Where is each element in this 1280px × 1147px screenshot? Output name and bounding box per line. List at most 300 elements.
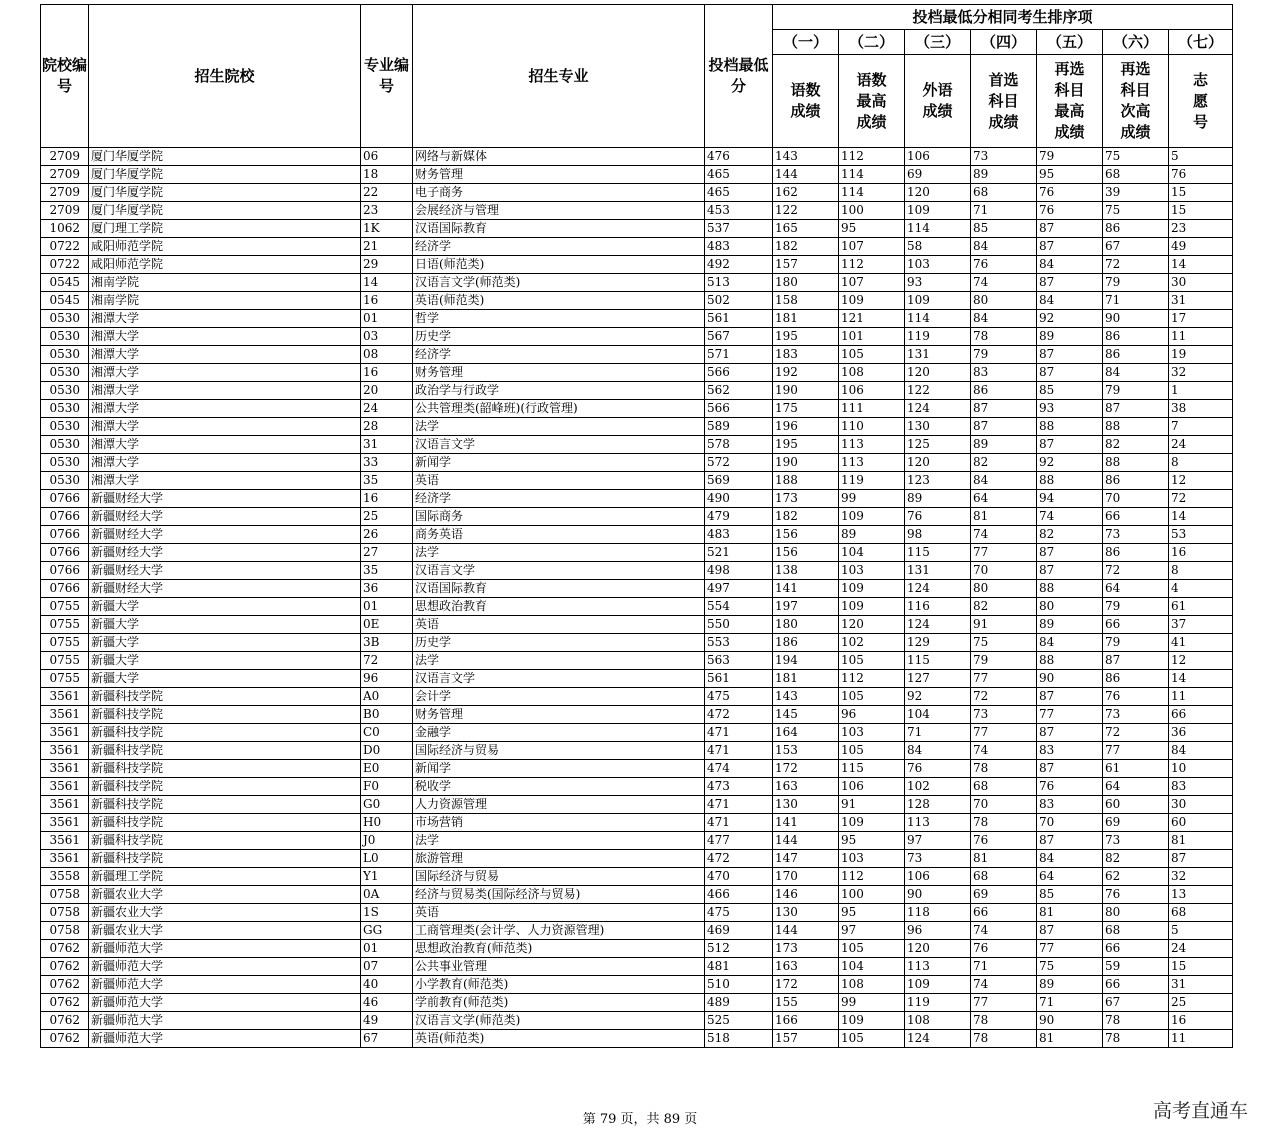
table-row	[41, 850, 1233, 868]
table-row	[41, 310, 1233, 328]
cell-chinese-math: 157	[773, 1030, 839, 1048]
cell-reselect-max: 70	[1037, 814, 1103, 832]
cell-reselect-second: 68	[1103, 922, 1169, 940]
cell-school-code: 0762	[41, 958, 89, 976]
cell-first-subject: 81	[971, 850, 1037, 868]
cell-school-code: 0722	[41, 256, 89, 274]
cell-first-subject: 76	[971, 940, 1037, 958]
cell-reselect-second: 75	[1103, 202, 1169, 220]
cell-school-code: 0545	[41, 292, 89, 310]
cell-choice-no: 1	[1169, 382, 1233, 400]
cell-school-name: 新疆科技学院	[89, 724, 361, 742]
cell-min-score: 472	[705, 850, 773, 868]
cell-choice-no: 60	[1169, 814, 1233, 832]
table-row	[41, 148, 1233, 166]
cell-chinese-math: 143	[773, 688, 839, 706]
cell-reselect-max: 88	[1037, 472, 1103, 490]
cell-reselect-max: 88	[1037, 418, 1103, 436]
cell-school-name: 新疆农业大学	[89, 886, 361, 904]
cell-first-subject: 71	[971, 958, 1037, 976]
cell-major-code: 49	[361, 1012, 413, 1030]
cell-min-score: 469	[705, 922, 773, 940]
cell-major-name: 经济学	[413, 238, 705, 256]
cell-chinese-math-max: 109	[839, 598, 905, 616]
cell-foreign-lang: 76	[905, 508, 971, 526]
cell-school-code: 0530	[41, 382, 89, 400]
cell-first-subject: 78	[971, 1012, 1037, 1030]
cell-foreign-lang: 104	[905, 706, 971, 724]
cell-reselect-max: 85	[1037, 382, 1103, 400]
cell-major-code: 40	[361, 976, 413, 994]
cell-school-name: 湘潭大学	[89, 328, 361, 346]
cell-choice-no: 11	[1169, 328, 1233, 346]
cell-school-code: 0766	[41, 508, 89, 526]
cell-first-subject: 77	[971, 724, 1037, 742]
cell-school-name: 新疆农业大学	[89, 904, 361, 922]
cell-foreign-lang: 114	[905, 310, 971, 328]
cell-chinese-math-max: 105	[839, 346, 905, 364]
col-header-tie-group: 投档最低分相同考生排序项	[773, 5, 1233, 30]
cell-major-code: 46	[361, 994, 413, 1012]
cell-major-name: 法学	[413, 832, 705, 850]
cell-min-score: 521	[705, 544, 773, 562]
tie-item-3: 外语成绩	[905, 55, 971, 148]
cell-choice-no: 81	[1169, 832, 1233, 850]
cell-foreign-lang: 73	[905, 850, 971, 868]
cell-reselect-max: 87	[1037, 238, 1103, 256]
table-row	[41, 436, 1233, 454]
cell-chinese-math-max: 111	[839, 400, 905, 418]
cell-chinese-math: 144	[773, 166, 839, 184]
cell-foreign-lang: 119	[905, 328, 971, 346]
cell-major-name: 公共管理类(韶峰班)(行政管理)	[413, 400, 705, 418]
table-row	[41, 670, 1233, 688]
cell-chinese-math-max: 89	[839, 526, 905, 544]
cell-reselect-max: 79	[1037, 148, 1103, 166]
cell-chinese-math-max: 113	[839, 454, 905, 472]
cell-chinese-math-max: 108	[839, 364, 905, 382]
cell-first-subject: 64	[971, 490, 1037, 508]
cell-school-name: 新疆科技学院	[89, 850, 361, 868]
cell-major-name: 会展经济与管理	[413, 202, 705, 220]
cell-first-subject: 74	[971, 274, 1037, 292]
cell-chinese-math: 172	[773, 976, 839, 994]
cell-major-code: 67	[361, 1030, 413, 1048]
table-row	[41, 1012, 1233, 1030]
cell-min-score: 566	[705, 400, 773, 418]
cell-reselect-max: 74	[1037, 508, 1103, 526]
cell-first-subject: 77	[971, 994, 1037, 1012]
cell-chinese-math: 141	[773, 580, 839, 598]
table-row	[41, 238, 1233, 256]
cell-chinese-math-max: 91	[839, 796, 905, 814]
cell-first-subject: 74	[971, 976, 1037, 994]
cell-chinese-math: 180	[773, 274, 839, 292]
cell-school-name: 新疆财经大学	[89, 526, 361, 544]
cell-choice-no: 19	[1169, 346, 1233, 364]
cell-min-score: 553	[705, 634, 773, 652]
cell-foreign-lang: 102	[905, 778, 971, 796]
cell-chinese-math: 163	[773, 958, 839, 976]
cell-reselect-second: 59	[1103, 958, 1169, 976]
cell-foreign-lang: 124	[905, 580, 971, 598]
cell-reselect-max: 80	[1037, 598, 1103, 616]
cell-foreign-lang: 71	[905, 724, 971, 742]
cell-major-code: 31	[361, 436, 413, 454]
cell-school-name: 新疆科技学院	[89, 760, 361, 778]
cell-school-code: 0762	[41, 940, 89, 958]
cell-min-score: 578	[705, 436, 773, 454]
cell-reselect-max: 64	[1037, 868, 1103, 886]
cell-first-subject: 66	[971, 904, 1037, 922]
tie-item-6: 再选科目次高成绩	[1103, 55, 1169, 148]
cell-major-name: 财务管理	[413, 706, 705, 724]
cell-choice-no: 38	[1169, 400, 1233, 418]
cell-choice-no: 25	[1169, 994, 1233, 1012]
cell-chinese-math: 186	[773, 634, 839, 652]
cell-major-code: H0	[361, 814, 413, 832]
cell-first-subject: 85	[971, 220, 1037, 238]
cell-major-name: 市场营销	[413, 814, 705, 832]
cell-major-code: 35	[361, 472, 413, 490]
cell-choice-no: 68	[1169, 904, 1233, 922]
cell-school-code: 2709	[41, 202, 89, 220]
cell-chinese-math-max: 112	[839, 670, 905, 688]
cell-school-name: 新疆财经大学	[89, 508, 361, 526]
cell-foreign-lang: 115	[905, 544, 971, 562]
cell-reselect-second: 87	[1103, 400, 1169, 418]
cell-major-name: 公共事业管理	[413, 958, 705, 976]
cell-foreign-lang: 124	[905, 1030, 971, 1048]
cell-min-score: 483	[705, 526, 773, 544]
cell-chinese-math-max: 105	[839, 652, 905, 670]
cell-chinese-math-max: 104	[839, 958, 905, 976]
cell-school-name: 新疆师范大学	[89, 1030, 361, 1048]
cell-reselect-second: 88	[1103, 418, 1169, 436]
cell-chinese-math: 196	[773, 418, 839, 436]
cell-chinese-math: 166	[773, 1012, 839, 1030]
cell-school-code: 1062	[41, 220, 89, 238]
cell-chinese-math: 147	[773, 850, 839, 868]
cell-major-name: 经济学	[413, 346, 705, 364]
table-row	[41, 706, 1233, 724]
cell-chinese-math: 155	[773, 994, 839, 1012]
cell-chinese-math-max: 115	[839, 760, 905, 778]
cell-major-name: 哲学	[413, 310, 705, 328]
cell-first-subject: 82	[971, 454, 1037, 472]
table-row	[41, 490, 1233, 508]
cell-reselect-max: 87	[1037, 562, 1103, 580]
cell-reselect-max: 76	[1037, 778, 1103, 796]
cell-min-score: 466	[705, 886, 773, 904]
cell-chinese-math: 130	[773, 904, 839, 922]
cell-major-name: 新闻学	[413, 454, 705, 472]
cell-chinese-math: 182	[773, 508, 839, 526]
cell-reselect-second: 72	[1103, 562, 1169, 580]
cell-choice-no: 4	[1169, 580, 1233, 598]
cell-major-name: 经济学	[413, 490, 705, 508]
cell-foreign-lang: 128	[905, 796, 971, 814]
cell-school-name: 新疆科技学院	[89, 706, 361, 724]
cell-reselect-second: 76	[1103, 688, 1169, 706]
cell-foreign-lang: 124	[905, 400, 971, 418]
cell-major-code: 23	[361, 202, 413, 220]
table-row	[41, 814, 1233, 832]
cell-school-name: 新疆科技学院	[89, 778, 361, 796]
table-row	[41, 364, 1233, 382]
cell-school-code: 0530	[41, 310, 89, 328]
cell-reselect-max: 76	[1037, 202, 1103, 220]
cell-major-name: 汉语言文学(师范类)	[413, 274, 705, 292]
table-row	[41, 346, 1233, 364]
cell-min-score: 525	[705, 1012, 773, 1030]
cell-min-score: 471	[705, 724, 773, 742]
cell-major-name: 小学教育(师范类)	[413, 976, 705, 994]
cell-reselect-second: 86	[1103, 346, 1169, 364]
cell-chinese-math-max: 120	[839, 616, 905, 634]
cell-min-score: 572	[705, 454, 773, 472]
cell-min-score: 562	[705, 382, 773, 400]
cell-chinese-math: 165	[773, 220, 839, 238]
cell-chinese-math: 145	[773, 706, 839, 724]
cell-chinese-math-max: 112	[839, 256, 905, 274]
cell-school-code: 3558	[41, 868, 89, 886]
tie-item-5: 再选科目最高成绩	[1037, 55, 1103, 148]
table-row	[41, 292, 1233, 310]
cell-first-subject: 73	[971, 148, 1037, 166]
cell-foreign-lang: 124	[905, 616, 971, 634]
cell-major-code: G0	[361, 796, 413, 814]
cell-reselect-second: 82	[1103, 436, 1169, 454]
col-header-min-score: 投档最低分	[705, 5, 773, 148]
cell-major-name: 法学	[413, 418, 705, 436]
cell-chinese-math-max: 105	[839, 688, 905, 706]
cell-chinese-math: 138	[773, 562, 839, 580]
cell-school-code: 0766	[41, 580, 89, 598]
cell-choice-no: 84	[1169, 742, 1233, 760]
cell-school-code: 0530	[41, 346, 89, 364]
cell-min-score: 481	[705, 958, 773, 976]
cell-foreign-lang: 125	[905, 436, 971, 454]
cell-foreign-lang: 109	[905, 976, 971, 994]
table-row	[41, 742, 1233, 760]
cell-major-name: 政治学与行政学	[413, 382, 705, 400]
cell-foreign-lang: 113	[905, 958, 971, 976]
cell-chinese-math-max: 114	[839, 184, 905, 202]
cell-first-subject: 89	[971, 436, 1037, 454]
cell-major-code: 1S	[361, 904, 413, 922]
cell-reselect-second: 73	[1103, 526, 1169, 544]
cell-min-score: 475	[705, 904, 773, 922]
cell-major-name: 经济与贸易类(国际经济与贸易)	[413, 886, 705, 904]
cell-chinese-math: 144	[773, 922, 839, 940]
cell-choice-no: 49	[1169, 238, 1233, 256]
cell-school-code: 3561	[41, 778, 89, 796]
cell-school-code: 0530	[41, 454, 89, 472]
cell-major-name: 税收学	[413, 778, 705, 796]
cell-reselect-second: 82	[1103, 850, 1169, 868]
cell-major-code: 07	[361, 958, 413, 976]
cell-major-code: 28	[361, 418, 413, 436]
cell-min-score: 497	[705, 580, 773, 598]
cell-first-subject: 69	[971, 886, 1037, 904]
cell-foreign-lang: 118	[905, 904, 971, 922]
cell-chinese-math: 156	[773, 544, 839, 562]
cell-first-subject: 78	[971, 328, 1037, 346]
cell-school-name: 新疆大学	[89, 616, 361, 634]
cell-chinese-math-max: 109	[839, 508, 905, 526]
cell-chinese-math: 197	[773, 598, 839, 616]
cell-chinese-math: 172	[773, 760, 839, 778]
cell-chinese-math-max: 96	[839, 706, 905, 724]
cell-school-name: 厦门理工学院	[89, 220, 361, 238]
cell-chinese-math: 158	[773, 292, 839, 310]
table-row	[41, 274, 1233, 292]
cell-school-name: 新疆科技学院	[89, 796, 361, 814]
cell-reselect-max: 83	[1037, 742, 1103, 760]
cell-first-subject: 84	[971, 238, 1037, 256]
cell-min-score: 563	[705, 652, 773, 670]
cell-reselect-max: 90	[1037, 670, 1103, 688]
cell-school-code: 0530	[41, 418, 89, 436]
cell-major-code: E0	[361, 760, 413, 778]
cell-min-score: 470	[705, 868, 773, 886]
cell-foreign-lang: 103	[905, 256, 971, 274]
cell-min-score: 483	[705, 238, 773, 256]
cell-school-code: 0758	[41, 904, 89, 922]
table-row	[41, 382, 1233, 400]
cell-reselect-max: 87	[1037, 274, 1103, 292]
cell-min-score: 474	[705, 760, 773, 778]
cell-major-name: 历史学	[413, 634, 705, 652]
tie-item-4: 首选科目成绩	[971, 55, 1037, 148]
cell-foreign-lang: 113	[905, 814, 971, 832]
cell-major-code: 0A	[361, 886, 413, 904]
cell-reselect-max: 75	[1037, 958, 1103, 976]
cell-foreign-lang: 98	[905, 526, 971, 544]
cell-reselect-second: 86	[1103, 220, 1169, 238]
cell-reselect-max: 88	[1037, 652, 1103, 670]
cell-school-code: 3561	[41, 724, 89, 742]
cell-reselect-second: 70	[1103, 490, 1169, 508]
cell-school-name: 新疆财经大学	[89, 562, 361, 580]
cell-school-code: 0530	[41, 364, 89, 382]
cell-reselect-second: 66	[1103, 976, 1169, 994]
cell-major-name: 国际商务	[413, 508, 705, 526]
cell-reselect-second: 88	[1103, 454, 1169, 472]
cell-choice-no: 7	[1169, 418, 1233, 436]
table-row	[41, 868, 1233, 886]
cell-school-code: 0758	[41, 886, 89, 904]
cell-foreign-lang: 109	[905, 202, 971, 220]
cell-chinese-math-max: 105	[839, 742, 905, 760]
cell-reselect-max: 87	[1037, 832, 1103, 850]
cell-major-code: 08	[361, 346, 413, 364]
cell-school-name: 湘潭大学	[89, 400, 361, 418]
cell-major-code: L0	[361, 850, 413, 868]
cell-reselect-max: 87	[1037, 922, 1103, 940]
cell-reselect-second: 72	[1103, 256, 1169, 274]
cell-min-score: 490	[705, 490, 773, 508]
cell-chinese-math: 195	[773, 436, 839, 454]
table-row	[41, 508, 1233, 526]
cell-major-name: 英语	[413, 472, 705, 490]
table-row	[41, 724, 1233, 742]
cell-choice-no: 30	[1169, 274, 1233, 292]
cell-major-name: 法学	[413, 652, 705, 670]
cell-choice-no: 41	[1169, 634, 1233, 652]
cell-school-code: 0545	[41, 274, 89, 292]
cell-reselect-second: 67	[1103, 994, 1169, 1012]
cell-first-subject: 84	[971, 310, 1037, 328]
cell-foreign-lang: 69	[905, 166, 971, 184]
cell-reselect-second: 71	[1103, 292, 1169, 310]
cell-chinese-math: 173	[773, 940, 839, 958]
cell-school-code: 0755	[41, 634, 89, 652]
cell-reselect-max: 87	[1037, 364, 1103, 382]
cell-reselect-second: 86	[1103, 544, 1169, 562]
cell-school-name: 新疆大学	[89, 652, 361, 670]
cell-choice-no: 15	[1169, 184, 1233, 202]
cell-foreign-lang: 131	[905, 346, 971, 364]
cell-major-name: 英语(师范类)	[413, 1030, 705, 1048]
cell-foreign-lang: 120	[905, 184, 971, 202]
cell-reselect-second: 67	[1103, 238, 1169, 256]
cell-major-name: 汉语言文学(师范类)	[413, 1012, 705, 1030]
cell-school-name: 湘潭大学	[89, 454, 361, 472]
cell-chinese-math: 190	[773, 382, 839, 400]
cell-major-name: 金融学	[413, 724, 705, 742]
cell-chinese-math-max: 112	[839, 868, 905, 886]
cell-major-code: Y1	[361, 868, 413, 886]
cell-school-code: 3561	[41, 706, 89, 724]
cell-reselect-second: 86	[1103, 670, 1169, 688]
cell-first-subject: 77	[971, 544, 1037, 562]
cell-choice-no: 72	[1169, 490, 1233, 508]
cell-major-name: 思想政治教育	[413, 598, 705, 616]
cell-chinese-math: 195	[773, 328, 839, 346]
cell-chinese-math-max: 106	[839, 778, 905, 796]
cell-school-code: 0755	[41, 670, 89, 688]
cell-major-code: 21	[361, 238, 413, 256]
cell-major-code: B0	[361, 706, 413, 724]
cell-foreign-lang: 90	[905, 886, 971, 904]
cell-school-name: 新疆科技学院	[89, 814, 361, 832]
cell-reselect-max: 88	[1037, 580, 1103, 598]
cell-school-name: 新疆师范大学	[89, 994, 361, 1012]
cell-first-subject: 80	[971, 292, 1037, 310]
cell-choice-no: 12	[1169, 472, 1233, 490]
table-row	[41, 922, 1233, 940]
cell-major-name: 法学	[413, 544, 705, 562]
cell-chinese-math-max: 101	[839, 328, 905, 346]
cell-first-subject: 74	[971, 922, 1037, 940]
cell-choice-no: 14	[1169, 508, 1233, 526]
cell-reselect-max: 77	[1037, 940, 1103, 958]
cell-first-subject: 68	[971, 184, 1037, 202]
cell-school-name: 新疆科技学院	[89, 688, 361, 706]
cell-school-code: 0766	[41, 562, 89, 580]
col-header-school-name: 招生院校	[89, 5, 361, 148]
cell-foreign-lang: 92	[905, 688, 971, 706]
cell-foreign-lang: 123	[905, 472, 971, 490]
cell-reselect-second: 61	[1103, 760, 1169, 778]
table-row	[41, 1030, 1233, 1048]
cell-school-code: 0755	[41, 598, 89, 616]
cell-reselect-second: 84	[1103, 364, 1169, 382]
cell-first-subject: 79	[971, 346, 1037, 364]
tie-order-6: （六）	[1103, 30, 1169, 55]
